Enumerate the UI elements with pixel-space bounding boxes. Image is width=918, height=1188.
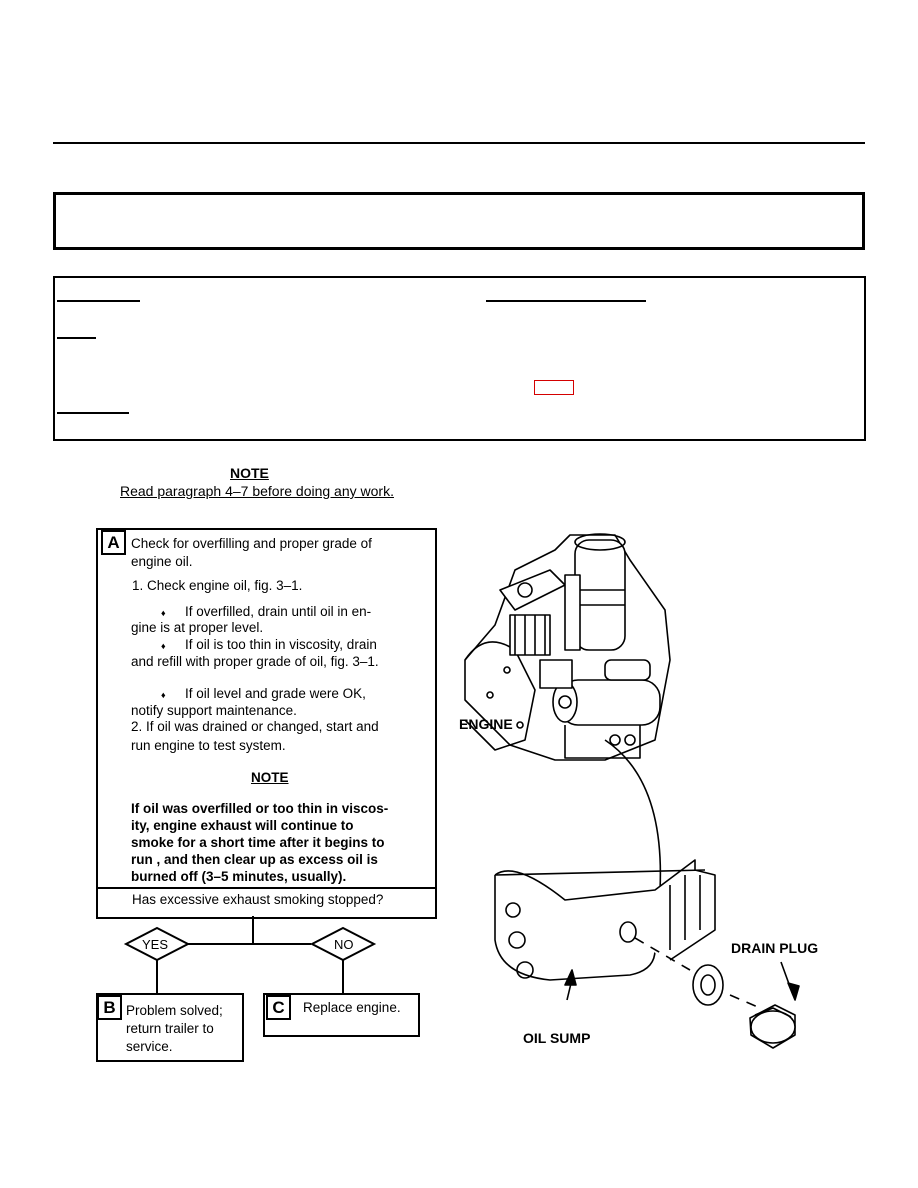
step-a-note-heading: NOTE (251, 770, 289, 785)
step-a-item-2-line1: 2. If oil was drained or changed, start and (131, 719, 379, 734)
step-a-question: Has excessive exhaust smoking stopped? (132, 892, 384, 907)
engine-label: ENGINE (459, 716, 513, 732)
oil-sump-label: OIL SUMP (523, 1030, 591, 1046)
bullet3-line1: If oil level and grade were OK, (185, 686, 366, 701)
bullet3-line2: notify support maintenance. (131, 703, 297, 718)
step-b-line2: return trailer to (126, 1021, 214, 1036)
step-a-note-line4: run , and then clear up as excess oil is (131, 852, 378, 867)
step-a-letter: A (101, 530, 126, 555)
decision-yes-label: YES (142, 937, 169, 952)
step-c-letter: C (266, 995, 291, 1020)
bullet1-line2: gine is at proper level. (131, 620, 264, 635)
note-text: Read paragraph 4–7 before doing any work. (120, 483, 394, 499)
step-b-letter: B (97, 995, 122, 1020)
step-a-note-line2: ity, engine exhaust will continue to (131, 818, 354, 833)
bullet-icon: ♦ (161, 641, 166, 651)
step-a-item-1: 1. Check engine oil, fig. 3–1. (132, 578, 303, 593)
bullet2-line2: and refill with proper grade of oil, fig. 3–1. (131, 654, 379, 669)
step-a-title-1: Check for overfilling and proper grade of (131, 536, 372, 551)
bullet1-line1: If overfilled, drain until oil in en- (185, 604, 372, 619)
decision-no-label: NO (334, 937, 354, 952)
step-a-note-line1: If oil was overfilled or too thin in viscos- (131, 801, 389, 816)
step-a-title-2: engine oil. (131, 554, 193, 569)
bullet2-line1: If oil is too thin in viscosity, drain (185, 637, 377, 652)
step-a-item-2-line2: run engine to test system. (131, 738, 286, 753)
step-c-line1: Replace engine. (303, 1000, 401, 1015)
bullet-icon: ♦ (161, 608, 166, 618)
step-b-line3: service. (126, 1039, 173, 1054)
note-heading: NOTE (230, 465, 269, 481)
step-a-note-line3: smoke for a short time after it begins to (131, 835, 385, 850)
bullet-icon: ♦ (161, 690, 166, 700)
step-b-line1: Problem solved; (126, 1003, 223, 1018)
drain-plug-label: DRAIN PLUG (731, 940, 819, 956)
engine-illustration (455, 530, 855, 1070)
step-a-note-line5: burned off (3–5 minutes, usually). (131, 869, 347, 884)
